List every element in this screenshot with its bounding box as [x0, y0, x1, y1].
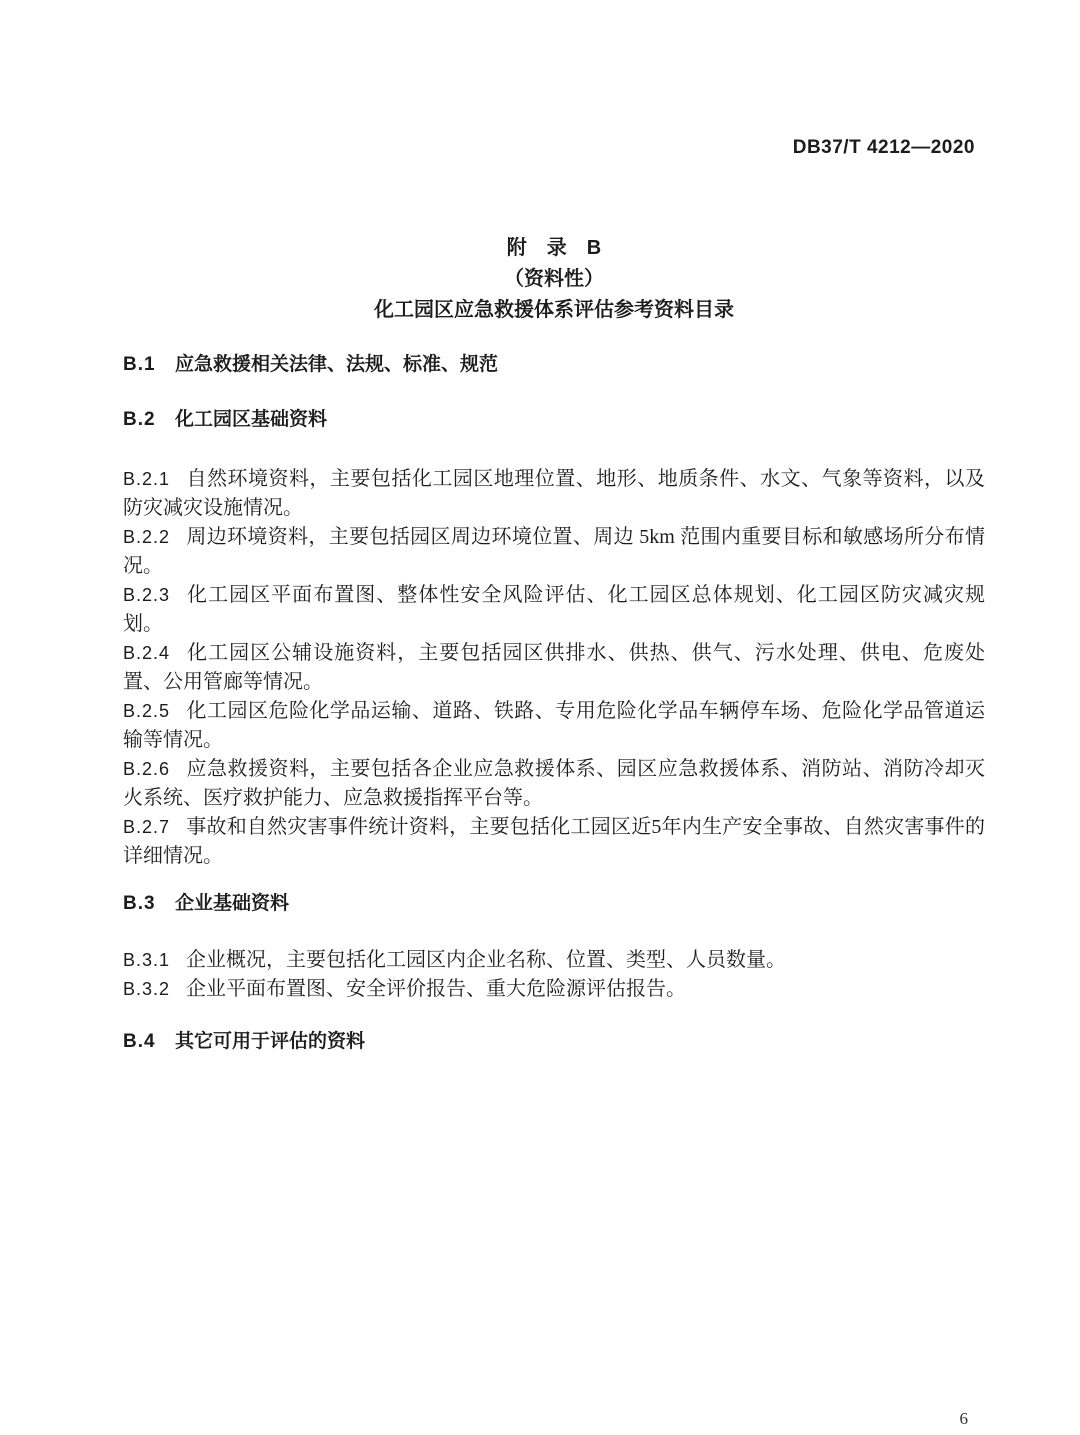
clause-b2-2	[123, 523, 985, 581]
section-heading-text: 应急救援相关法律、法规、标准、规范	[175, 354, 499, 375]
section-number: B.3	[123, 893, 156, 914]
clause-b2-7	[123, 813, 985, 871]
section-heading-b1	[123, 352, 985, 378]
clause-number: B.2.3	[123, 585, 171, 605]
page-number: 6	[959, 1409, 968, 1428]
clause-text: 应急救援资料，主要包括各企业应急救援体系、园区应急救援体系、消防站、消防冷却灭火系统、医疗救护能力、应急救援指挥平台等。	[123, 758, 985, 809]
document-content	[123, 0, 985, 1055]
clause-b2-4	[123, 639, 985, 697]
clause-b3-1	[123, 946, 985, 975]
appendix-title: 附 录 B	[506, 237, 602, 259]
clause-text: 化工园区危险化学品运输、道路、铁路、专用危险化学品车辆停车场、危险化学品管道运输等情况。	[123, 700, 985, 751]
section-heading-text: 企业基础资料	[175, 893, 290, 914]
clause-number: B.2.1	[123, 469, 171, 489]
section-heading-b3	[123, 891, 985, 917]
section-heading-b2	[123, 407, 985, 433]
clause-b2-6	[123, 755, 985, 813]
clause-number: B.2.4	[123, 643, 171, 663]
clause-text: 化工园区公辅设施资料，主要包括园区供排水、供热、供气、污水处理、供电、危废处置、公用管廊等情况。	[123, 642, 985, 693]
clause-number: B.3.1	[123, 950, 171, 970]
clause-text: 化工园区平面布置图、整体性安全风险评估、化工园区总体规划、化工园区防灾减灾规划。	[123, 584, 985, 635]
clause-text: 周边环境资料，主要包括园区周边环境位置、周边 5km 范围内重要目标和敏感场所分布情况。	[123, 526, 985, 577]
clause-b2-3	[123, 581, 985, 639]
clause-b2-1	[123, 465, 985, 523]
clause-b2-5	[123, 697, 985, 755]
section-heading-text: 化工园区基础资料	[175, 409, 328, 430]
section-b2-items	[123, 465, 985, 871]
section-number: B.1	[123, 354, 156, 375]
clause-number: B.2.6	[123, 759, 171, 779]
clause-text: 事故和自然灾害事件统计资料，主要包括化工园区近5年内生产安全事故、自然灾害事件的详细情况。	[123, 816, 985, 867]
section-heading-b4	[123, 1029, 985, 1055]
clause-b3-2	[123, 975, 985, 1004]
clause-number: B.2.5	[123, 701, 171, 721]
section-number: B.2	[123, 409, 156, 430]
section-heading-text: 其它可用于评估的资料	[175, 1031, 366, 1052]
clause-text: 企业概况，主要包括化工园区内企业名称、位置、类型、人员数量。	[186, 949, 787, 971]
clause-number: B.2.2	[123, 527, 171, 547]
clause-number: B.2.7	[123, 817, 171, 837]
standard-code: DB37/T 4212—2020	[792, 137, 975, 158]
section-b3-items	[123, 946, 985, 1004]
appendix-subject: 化工园区应急救援体系评估参考资料目录	[374, 299, 734, 321]
appendix-title-block	[123, 233, 985, 326]
section-number: B.4	[123, 1031, 156, 1052]
clause-text: 企业平面布置图、安全评价报告、重大危险源评估报告。	[186, 978, 687, 1000]
clause-number: B.3.2	[123, 979, 171, 999]
appendix-type-note: （资料性）	[504, 268, 604, 290]
clause-text: 自然环境资料，主要包括化工园区地理位置、地形、地质条件、水文、气象等资料，以及防灾减灾设施情况。	[123, 468, 985, 519]
